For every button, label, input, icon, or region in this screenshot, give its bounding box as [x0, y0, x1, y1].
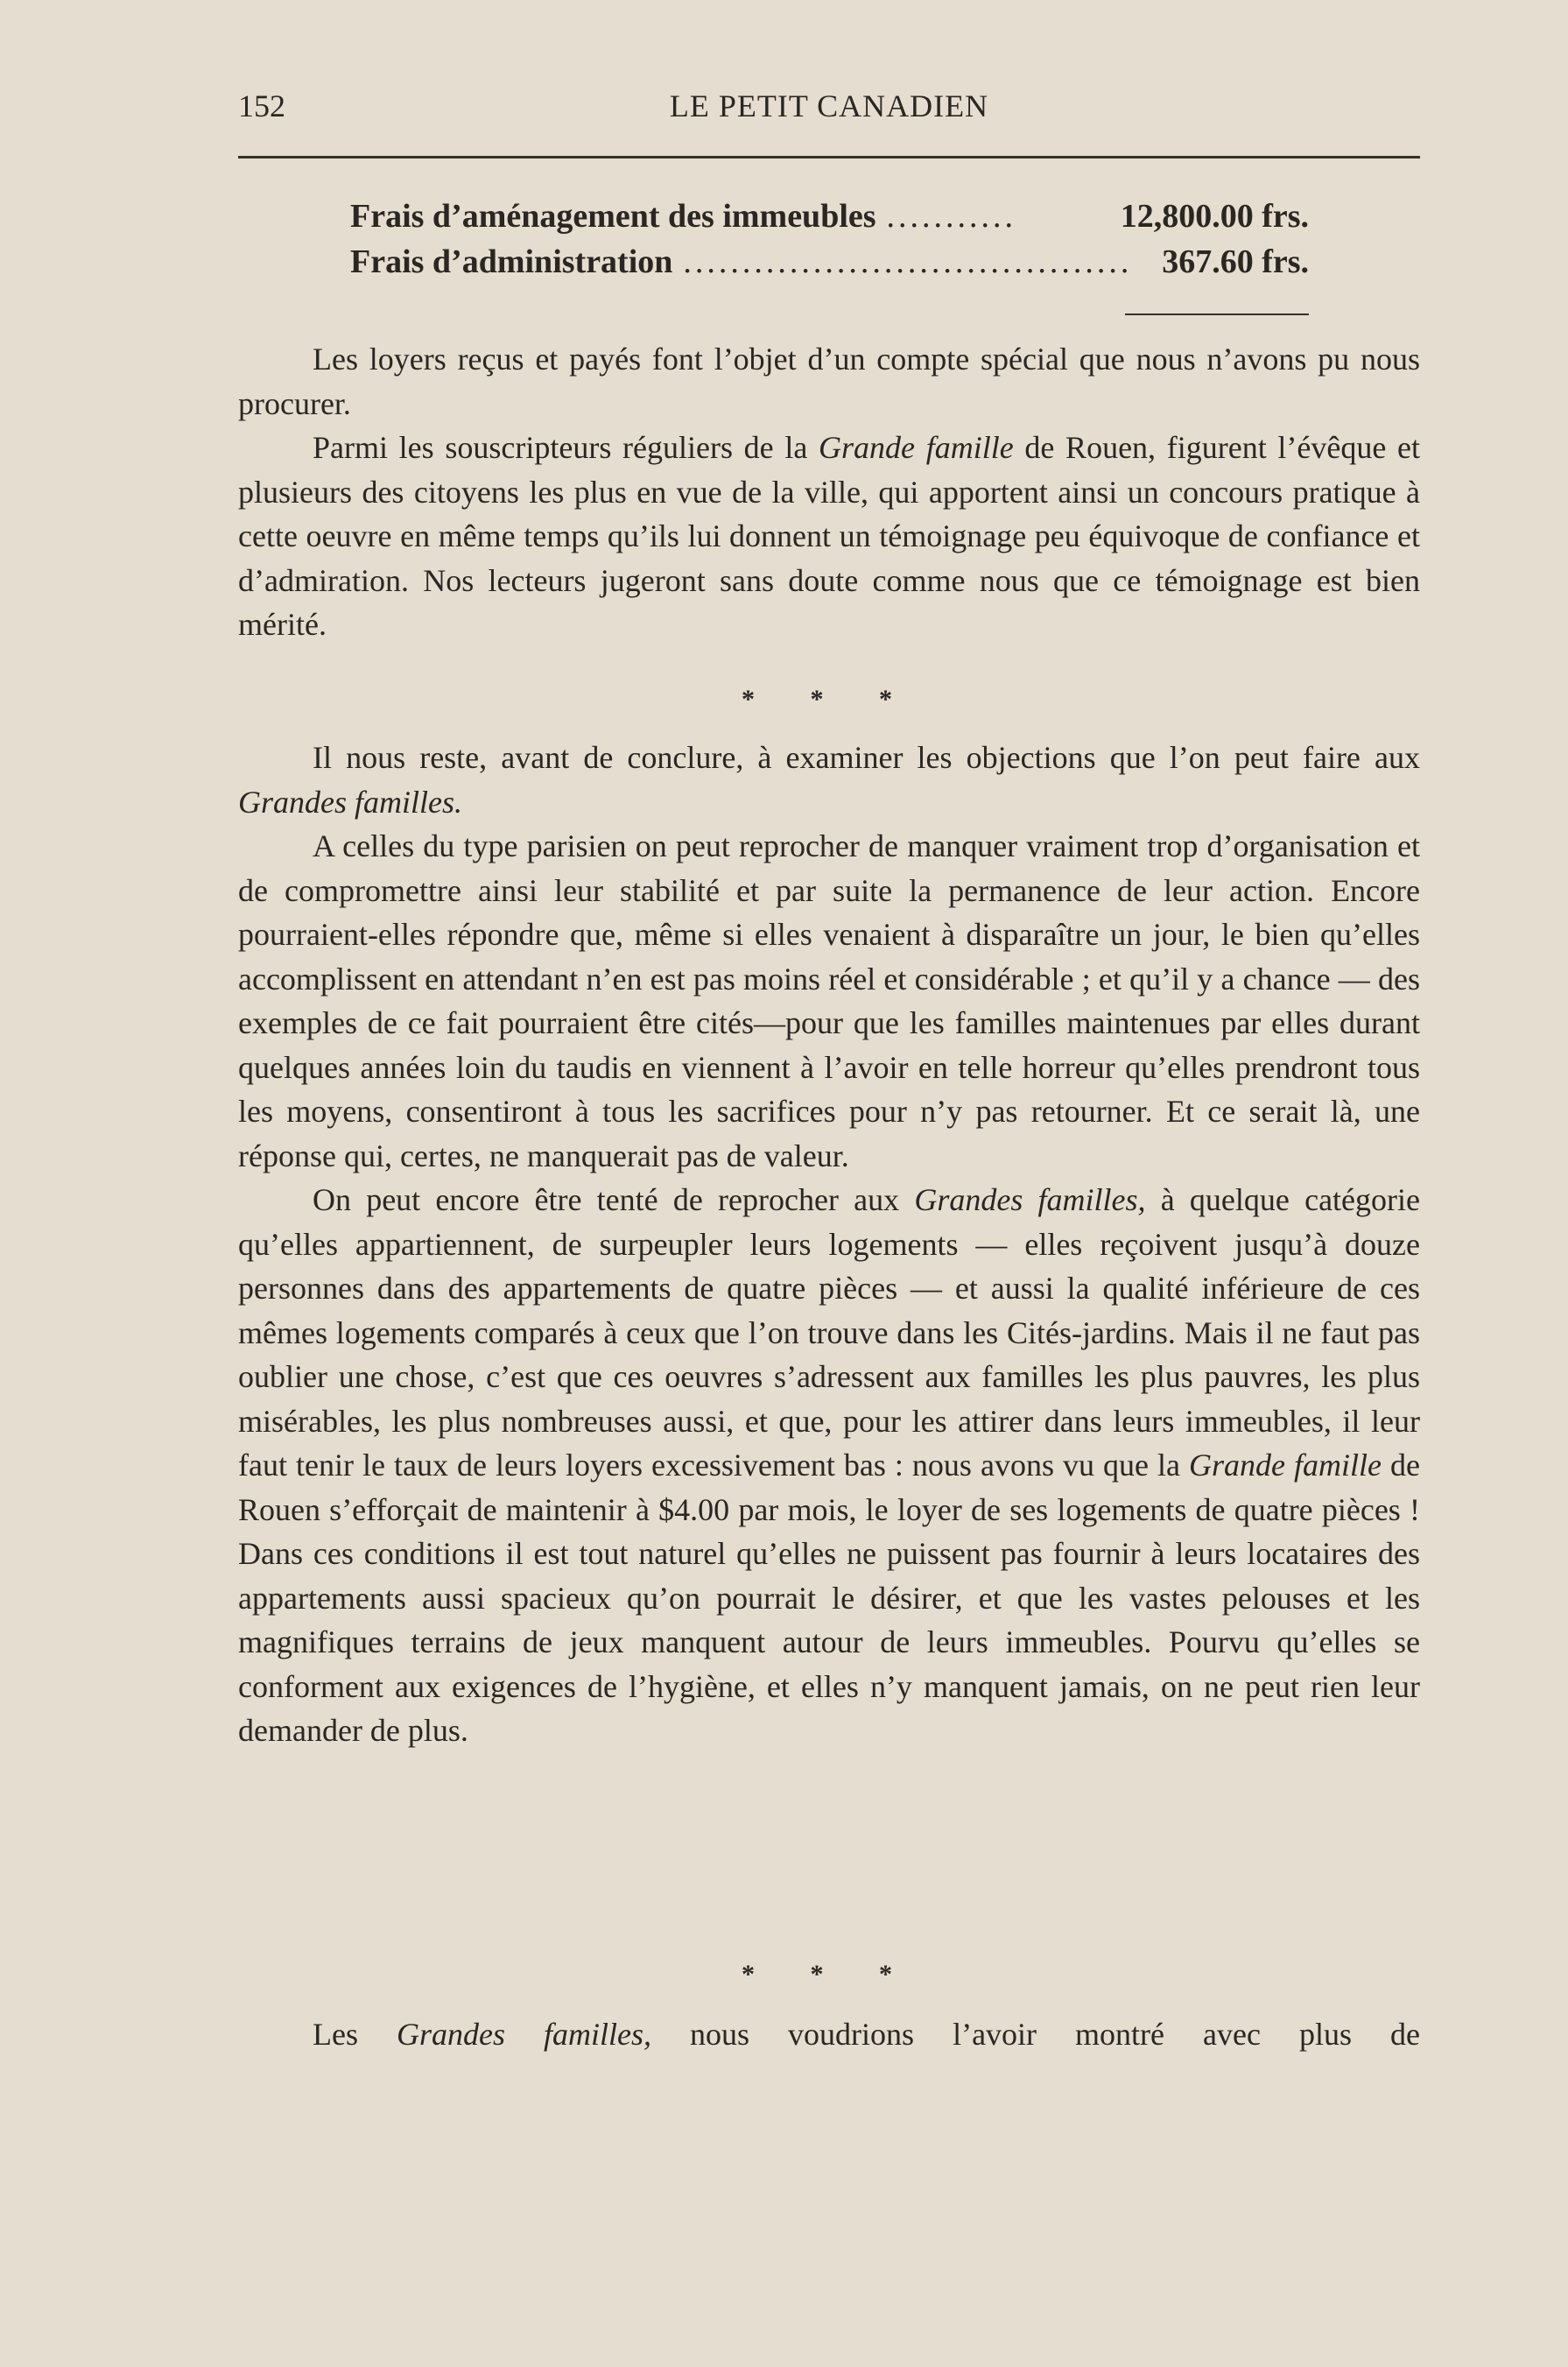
- paragraph: On peut encore être tenté de reprocher aux Grandes familles, à quelque catégorie qu’elles appartiennent, de surpeupler leurs logements — elles reçoivent jusqu’à douze personnes dans des appartements de quatre pièces — et aussi la qualité inférieure de ces mêmes logements comparés à ceux que l’on trouve dans les Cités-jardins. Mais il ne faut pas oublier une chose, c’est que ces oeuvres s’adressent aux familles les plus pauvres, les plus misérables, les plus nombreuses aussi, et que, pour les attirer dans leurs immeubles, il leur faut tenir le taux de leurs loyers excessivement bas : nous avons vu que la Grande famille de Rouen s’efforçait de maintenir à $4.00 par mois, le loyer de ses logements de quatre pièces ! Dans ces conditions il est tout naturel qu’elles ne puissent pas fournir à leurs locataires des appartements aussi spacieux qu’on pourrait le désirer, et que les vastes pelouses et les magnifiques terrains de jeux manquent autour de leurs immeubles. Pourvu qu’elles se conforment aux exigences de l’hygiène, et elles n’y manquent jamais, on ne peut rien leur demander de plus.: [238, 1182, 1420, 1748]
- paragraph: Les Grandes familles, nous voudrions l’avoir montré avec plus de: [313, 2017, 1420, 2052]
- paragraph: Il nous reste, avant de conclure, à examiner les objections que l’on peut faire aux Grandes familles.: [238, 740, 1420, 820]
- paragraph: A celles du type parisien on peut reprocher de manquer vraiment trop d’organisation et de compromettre ainsi leur stabilité et par suite la permanence de leur action. Encore pourraient-elles répondre que, même si elles venaient à disparaître un jour, le bien qu’elles accomplissent en attendant n’en est pas moins réel et considérable ; et qu’il y a chance — des exemples de ce fait pourraient être cités—pour que les familles maintenues par elles durant quelques années loin du taudis en viennent à l’avoir en telle horreur qu’elles prendront tous les moyens, consentiront à tous les sacrifices pour n’y pas retourner. Et ce serait là, une réponse qui, certes, ne manquerait pas de valeur.: [238, 828, 1420, 1173]
- expense-list: [350, 197, 1309, 288]
- paragraph: Parmi les souscripteurs réguliers de la Grande famille de Rouen, figurent l’évêque et plusieurs des citoyens les plus en vue de la ville, qui apportent ainsi un concours pratique à cette oeuvre en même temps qu’ils lui donnent un témoignage peu équivoque de confiance et d’admiration. Nos lecteurs jugeront sans doute comme nous que ce témoignage est bien mérité.: [238, 430, 1420, 642]
- page-number: 152: [238, 88, 285, 123]
- page-header: [238, 88, 1420, 140]
- text-block-3: [238, 2012, 1420, 2057]
- text-block-1: [238, 337, 1420, 647]
- italic-term: Grandes familles,: [914, 1182, 1146, 1217]
- italic-term: Grandes familles.: [238, 784, 462, 820]
- total-rule: [1125, 313, 1309, 315]
- section-separator: * * *: [742, 685, 917, 714]
- expense-amount: 12,800.00 frs.: [1120, 198, 1309, 235]
- expense-label: Frais d’aménagement des immeubles: [350, 198, 876, 235]
- expense-row: [350, 197, 1309, 243]
- running-title: LE PETIT CANADIEN: [669, 88, 989, 123]
- leader-dots: ...........: [886, 198, 1017, 235]
- expense-label: Frais d’administration: [350, 243, 673, 280]
- italic-term: Grande famille: [1189, 1448, 1382, 1483]
- text-block-2: [238, 736, 1420, 1753]
- italic-term: Grandes familles,: [397, 2017, 652, 2052]
- section-separator: * * *: [742, 1960, 917, 1989]
- leader-dots: ......................................: [683, 243, 1133, 280]
- paragraph: Les loyers reçus et payés font l’objet d’un compte spécial que nous n’avons pu nous procurer.: [238, 342, 1420, 421]
- expense-row: [350, 243, 1309, 288]
- expense-amount: 367.60 frs.: [1162, 243, 1309, 280]
- header-rule: [238, 156, 1420, 159]
- italic-term: Grande famille: [819, 430, 1014, 465]
